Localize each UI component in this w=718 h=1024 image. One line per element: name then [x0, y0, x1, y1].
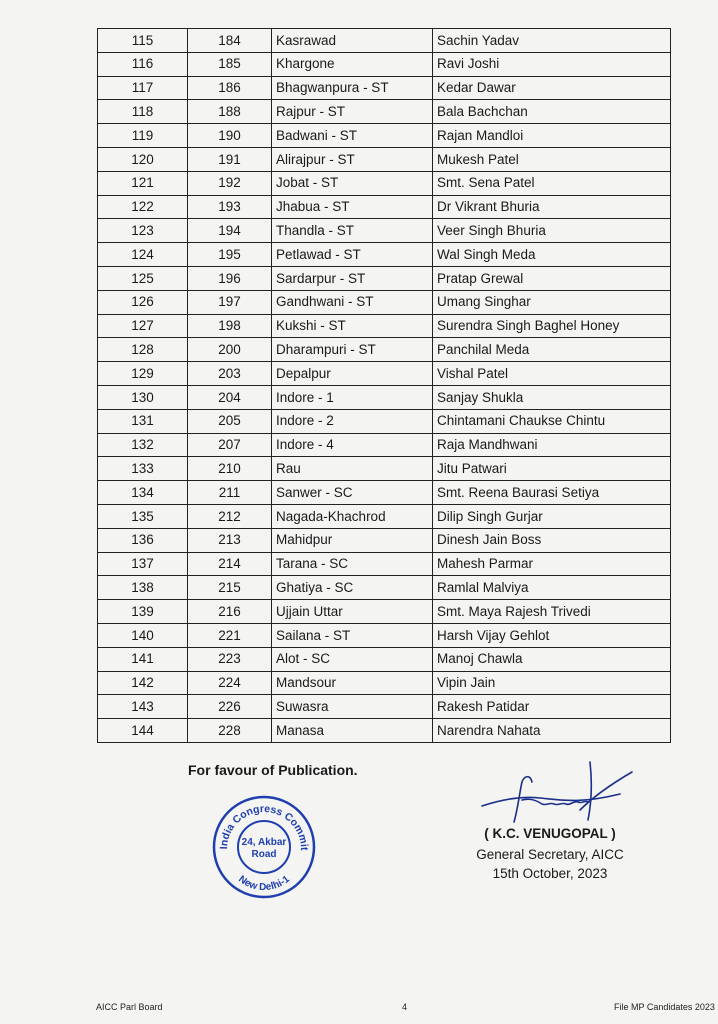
candidate-name-cell: Vipin Jain [433, 671, 671, 695]
constituency-cell: Jhabua - ST [272, 195, 433, 219]
constituency-cell: Indore - 1 [272, 385, 433, 409]
serial-number-cell: 127 [98, 314, 188, 338]
table-row [98, 719, 671, 743]
ac-number-cell: 204 [188, 385, 272, 409]
table-row [98, 671, 671, 695]
constituency-cell: Khargone [272, 52, 433, 76]
ac-number-cell: 195 [188, 243, 272, 267]
candidate-name-cell: Bala Bachchan [433, 100, 671, 124]
ac-number-cell: 224 [188, 671, 272, 695]
ac-number-cell: 194 [188, 219, 272, 243]
serial-number-cell: 134 [98, 481, 188, 505]
candidate-name-cell: Sachin Yadav [433, 29, 671, 53]
table-row [98, 52, 671, 76]
ac-number-cell: 215 [188, 576, 272, 600]
ac-number-cell: 188 [188, 100, 272, 124]
ac-number-cell: 193 [188, 195, 272, 219]
ac-number-cell: 226 [188, 695, 272, 719]
constituency-cell: Tarana - SC [272, 552, 433, 576]
candidate-name-cell: Mahesh Parmar [433, 552, 671, 576]
candidate-name-cell: Panchilal Meda [433, 338, 671, 362]
ac-number-cell: 213 [188, 528, 272, 552]
candidate-table-body [98, 29, 671, 743]
serial-number-cell: 120 [98, 147, 188, 171]
ac-number-cell: 211 [188, 481, 272, 505]
candidate-name-cell: Dinesh Jain Boss [433, 528, 671, 552]
serial-number-cell: 129 [98, 362, 188, 386]
constituency-cell: Sardarpur - ST [272, 266, 433, 290]
ac-number-cell: 214 [188, 552, 272, 576]
candidate-name-cell: Rakesh Patidar [433, 695, 671, 719]
serial-number-cell: 139 [98, 600, 188, 624]
table-row [98, 528, 671, 552]
serial-number-cell: 125 [98, 266, 188, 290]
candidate-name-cell: Veer Singh Bhuria [433, 219, 671, 243]
serial-number-cell: 133 [98, 457, 188, 481]
serial-number-cell: 116 [98, 52, 188, 76]
ac-number-cell: 191 [188, 147, 272, 171]
handwritten-signature [460, 760, 640, 830]
table-row [98, 338, 671, 362]
constituency-cell: Bhagwanpura - ST [272, 76, 433, 100]
constituency-cell: Thandla - ST [272, 219, 433, 243]
publication-note: For favour of Publication. [188, 762, 358, 778]
candidate-name-cell: Harsh Vijay Gehlot [433, 623, 671, 647]
ac-number-cell: 210 [188, 457, 272, 481]
signature-block [440, 760, 660, 890]
aicc-stamp [199, 789, 329, 899]
serial-number-cell: 135 [98, 504, 188, 528]
candidate-name-cell: Chintamani Chaukse Chintu [433, 409, 671, 433]
candidate-name-cell: Ravi Joshi [433, 52, 671, 76]
signatory-name: ( K.C. VENUGOPAL ) [484, 826, 616, 841]
constituency-cell: Rau [272, 457, 433, 481]
serial-number-cell: 115 [98, 29, 188, 53]
table-row [98, 171, 671, 195]
serial-number-cell: 119 [98, 124, 188, 148]
candidate-name-cell: Vishal Patel [433, 362, 671, 386]
table-row [98, 362, 671, 386]
candidate-name-cell: Dr Vikrant Bhuria [433, 195, 671, 219]
candidate-name-cell: Jitu Patwari [433, 457, 671, 481]
footer-left: AICC Parl Board [96, 1002, 163, 1012]
ac-number-cell: 205 [188, 409, 272, 433]
ac-number-cell: 223 [188, 647, 272, 671]
candidate-name-cell: Narendra Nahata [433, 719, 671, 743]
ac-number-cell: 185 [188, 52, 272, 76]
candidate-name-cell: Ramlal Malviya [433, 576, 671, 600]
candidate-name-cell: Manoj Chawla [433, 647, 671, 671]
ac-number-cell: 190 [188, 124, 272, 148]
stamp-ring-bottom-text: New Delhi-1 [236, 873, 292, 894]
table-row [98, 600, 671, 624]
table-row [98, 647, 671, 671]
candidate-name-cell: Raja Mandhwani [433, 433, 671, 457]
candidate-name-cell: Smt. Maya Rajesh Trivedi [433, 600, 671, 624]
constituency-cell: Petlawad - ST [272, 243, 433, 267]
serial-number-cell: 128 [98, 338, 188, 362]
stamp-center-line2: Road [251, 849, 277, 860]
candidate-name-cell: Dilip Singh Gurjar [433, 504, 671, 528]
table-row [98, 147, 671, 171]
table-row [98, 576, 671, 600]
serial-number-cell: 123 [98, 219, 188, 243]
ac-number-cell: 196 [188, 266, 272, 290]
constituency-cell: Dharampuri - ST [272, 338, 433, 362]
constituency-cell: Sailana - ST [272, 623, 433, 647]
ac-number-cell: 197 [188, 290, 272, 314]
stamp-center-line1: 24, Akbar [241, 837, 287, 848]
ac-number-cell: 192 [188, 171, 272, 195]
footer-right: File MP Candidates 2023 [614, 1002, 715, 1012]
constituency-cell: Ghatiya - SC [272, 576, 433, 600]
constituency-cell: Indore - 4 [272, 433, 433, 457]
ac-number-cell: 228 [188, 719, 272, 743]
table-row [98, 623, 671, 647]
constituency-cell: Mahidpur [272, 528, 433, 552]
constituency-cell: Depalpur [272, 362, 433, 386]
candidate-name-cell: Mukesh Patel [433, 147, 671, 171]
table-row [98, 552, 671, 576]
constituency-cell: Ujjain Uttar [272, 600, 433, 624]
ac-number-cell: 221 [188, 623, 272, 647]
table-row [98, 76, 671, 100]
stamp-seal [199, 789, 329, 899]
candidate-name-cell: Smt. Sena Patel [433, 171, 671, 195]
signature-date: 15th October, 2023 [492, 866, 608, 881]
candidate-name-cell: Smt. Reena Baurasi Setiya [433, 481, 671, 505]
constituency-cell: Suwasra [272, 695, 433, 719]
table-row [98, 314, 671, 338]
ac-number-cell: 186 [188, 76, 272, 100]
stamp-ring-text: India Congress Commit [217, 802, 311, 851]
ac-number-cell: 203 [188, 362, 272, 386]
constituency-cell: Rajpur - ST [272, 100, 433, 124]
serial-number-cell: 144 [98, 719, 188, 743]
serial-number-cell: 118 [98, 100, 188, 124]
footer-page-number: 4 [402, 1002, 408, 1012]
table-row [98, 457, 671, 481]
candidate-name-cell: Umang Singhar [433, 290, 671, 314]
table-row [98, 481, 671, 505]
ac-number-cell: 198 [188, 314, 272, 338]
serial-number-cell: 136 [98, 528, 188, 552]
table-row [98, 695, 671, 719]
serial-number-cell: 117 [98, 76, 188, 100]
constituency-cell: Gandhwani - ST [272, 290, 433, 314]
table-row [98, 100, 671, 124]
candidate-name-cell: Wal Singh Meda [433, 243, 671, 267]
candidate-table [97, 28, 671, 743]
serial-number-cell: 121 [98, 171, 188, 195]
constituency-cell: Manasa [272, 719, 433, 743]
table-row [98, 29, 671, 53]
constituency-cell: Kukshi - ST [272, 314, 433, 338]
constituency-cell: Kasrawad [272, 29, 433, 53]
constituency-cell: Jobat - ST [272, 171, 433, 195]
table-row [98, 409, 671, 433]
candidate-name-cell: Kedar Dawar [433, 76, 671, 100]
constituency-cell: Sanwer - SC [272, 481, 433, 505]
table-row [98, 385, 671, 409]
constituency-cell: Nagada-Khachrod [272, 504, 433, 528]
constituency-cell: Badwani - ST [272, 124, 433, 148]
serial-number-cell: 143 [98, 695, 188, 719]
table-row [98, 219, 671, 243]
serial-number-cell: 140 [98, 623, 188, 647]
serial-number-cell: 137 [98, 552, 188, 576]
serial-number-cell: 142 [98, 671, 188, 695]
candidate-name-cell: Pratap Grewal [433, 266, 671, 290]
candidate-name-cell: Surendra Singh Baghel Honey [433, 314, 671, 338]
serial-number-cell: 141 [98, 647, 188, 671]
ac-number-cell: 216 [188, 600, 272, 624]
constituency-cell: Alot - SC [272, 647, 433, 671]
ac-number-cell: 200 [188, 338, 272, 362]
serial-number-cell: 131 [98, 409, 188, 433]
serial-number-cell: 124 [98, 243, 188, 267]
serial-number-cell: 130 [98, 385, 188, 409]
serial-number-cell: 132 [98, 433, 188, 457]
serial-number-cell: 126 [98, 290, 188, 314]
constituency-cell: Indore - 2 [272, 409, 433, 433]
candidate-name-cell: Rajan Mandloi [433, 124, 671, 148]
constituency-cell: Alirajpur - ST [272, 147, 433, 171]
ac-number-cell: 184 [188, 29, 272, 53]
table-row [98, 124, 671, 148]
serial-number-cell: 122 [98, 195, 188, 219]
table-row [98, 243, 671, 267]
table-row [98, 290, 671, 314]
ac-number-cell: 207 [188, 433, 272, 457]
serial-number-cell: 138 [98, 576, 188, 600]
table-row [98, 504, 671, 528]
table-row [98, 433, 671, 457]
candidate-name-cell: Sanjay Shukla [433, 385, 671, 409]
signatory-designation: General Secretary, AICC [476, 847, 624, 862]
table-row [98, 266, 671, 290]
table-row [98, 195, 671, 219]
ac-number-cell: 212 [188, 504, 272, 528]
constituency-cell: Mandsour [272, 671, 433, 695]
